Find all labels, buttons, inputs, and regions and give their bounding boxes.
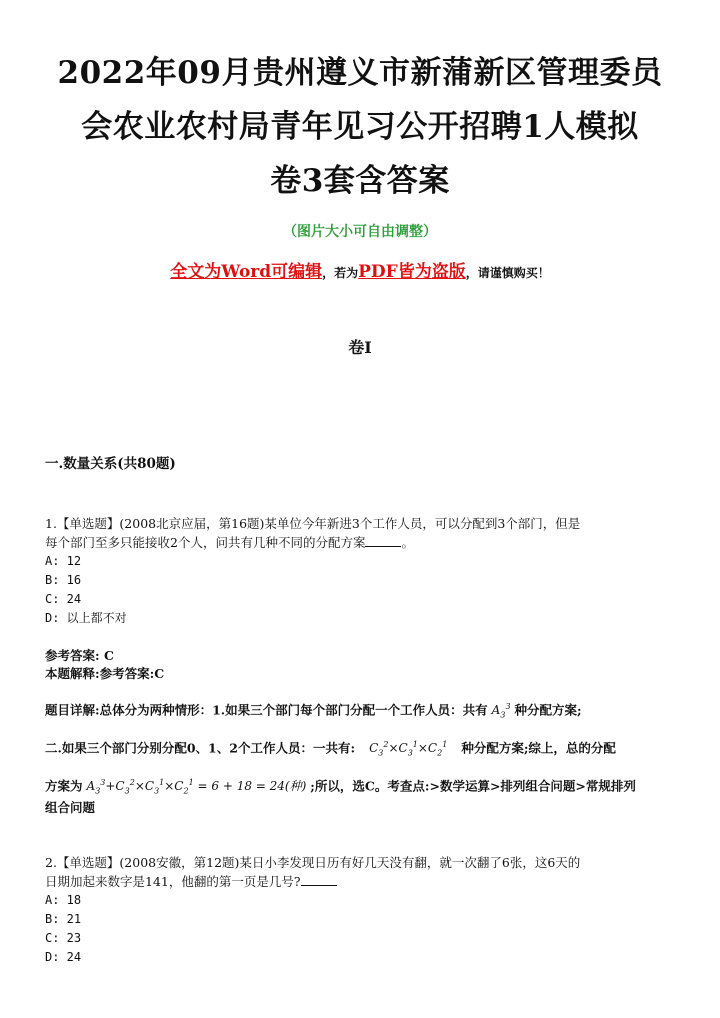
explanation-answer: 本题解释:参考答案:C [45,666,165,681]
question-2-stem-line-1: 2.【单选题】(2008安徽，第12题)某日小李发现日历有好几天没有翻，就一次翻了6张，这6天的 [45,855,581,870]
word-notice-part4: ，请谨慎购买！ [465,266,550,280]
resize-note: （图片大小可自由调整） [283,224,437,240]
question-1-answers [45,647,164,683]
detail-line-1 [45,697,681,725]
detail-3b: ;所以，选C。考查点:>数学运算>排列组合问题>常规排列 [310,778,636,794]
question-1 [45,514,685,628]
word-notice-part3: PDF皆为盗版 [358,262,466,282]
option-d: D: 24 [45,950,82,964]
question-1-stem-line-2 [45,533,685,552]
option-b: B: 16 [45,573,82,587]
reference-answer: 参考答案: C [45,648,114,663]
formula-c-product: $C_3^2\times C_3^1\times C_2^1$ [369,740,448,758]
question-2 [45,853,685,967]
word-notice-part1: 全文为Word可编辑 [170,262,323,282]
option-c: C: 23 [45,931,82,945]
question-1-stem-text: 每个部门至多只能接收2个人，问共有几种不同的分配方案 [45,535,366,550]
title-line-2: 会农业农村局青年见习公开招聘1人模拟 [81,109,639,145]
word-notice-part2: ，若为 [322,266,359,280]
detail-line-2 [45,735,681,763]
question-1-stem-end: 。 [401,535,414,550]
option-a: A: 18 [45,893,82,907]
page-title [30,46,690,208]
detail-1a: 题目详解:总体分为两种情形：1.如果三个部门每个部门分配一个工作人员：共有 [45,702,488,718]
formula-total-value: = 6 + 18 = 24(种) [197,779,307,793]
option-b: B: 21 [45,912,82,926]
detail-2b: 种分配方案;综上，总的分配 [461,740,616,756]
answer-blank [365,534,401,547]
detail-1b: 种分配方案; [514,702,582,718]
word-notice [0,257,720,282]
title-line-3: 卷3套含答案 [270,163,450,199]
option-d: D: 以上都不对 [45,611,127,625]
detail-2a: 二.如果三个部门分别分配0、1、2个工作人员：一共有: [45,740,356,756]
title-line-1: 2022年09月贵州遵义市新蒲新区管理委员 [57,55,663,91]
detail-line-4: 组合问题 [45,800,96,815]
volume-heading: 卷I [348,338,372,357]
question-2-stem-text: 日期加起来数字是141，他翻的第一页是几号? [45,874,301,889]
answer-blank [301,873,337,886]
option-a: A: 12 [45,554,82,568]
section-heading: 一.数量关系(共80题) [45,456,176,472]
option-c: C: 24 [45,592,82,606]
formula-a33: $A_3^3$ [491,702,511,720]
formula-total: $A_3^3+C_3^2\times C_3^1\times C_2^1 = 6 + 18 = 24$(种) [86,778,307,796]
detail-3a: 方案为 [45,778,83,794]
question-1-stem-line-1: 1.【单选题】(2008北京应届，第16题)某单位今年新进3个工作人员，可以分配到3个部门，但是 [45,516,581,531]
question-2-stem-line-2 [45,872,685,891]
